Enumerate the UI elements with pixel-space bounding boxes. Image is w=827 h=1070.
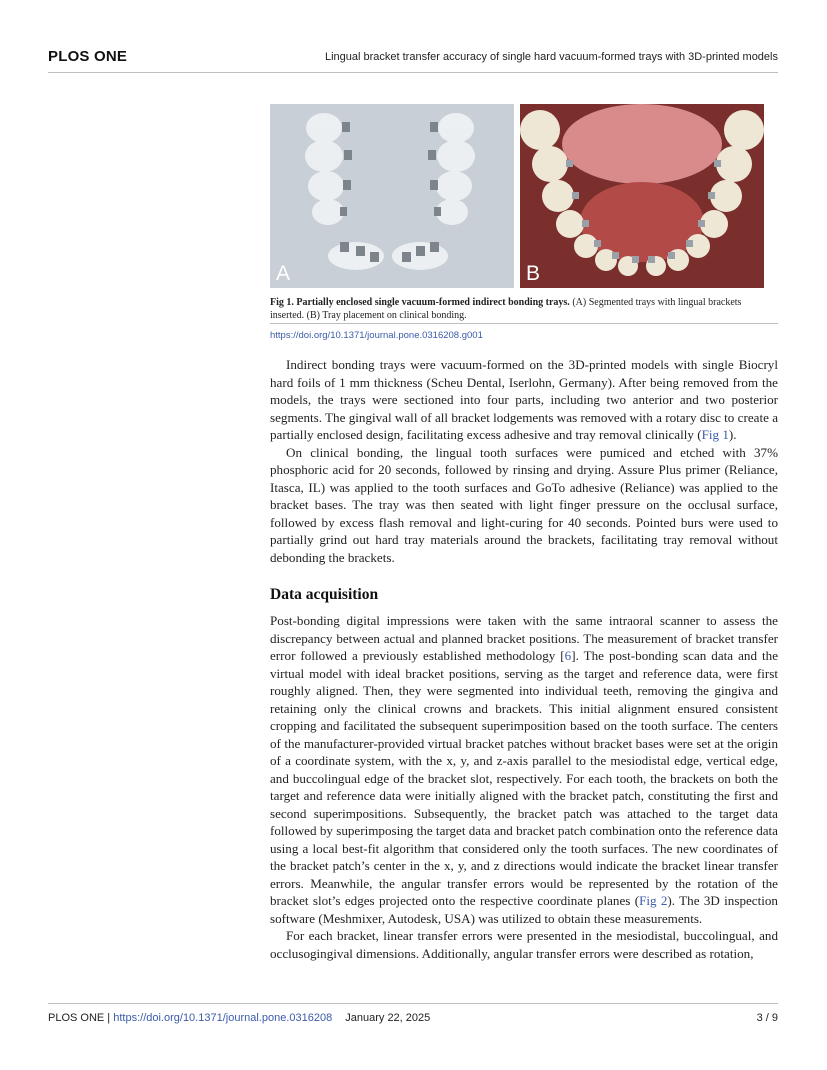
body-text-top — [270, 356, 778, 566]
figure-panel-b — [520, 104, 764, 288]
fig1-ref-link[interactable]: Fig 1 — [701, 427, 729, 442]
page-footer — [48, 1003, 778, 1024]
paragraph-text: Indirect bonding trays were vacuum-formed on the 3D-printed models with single Biocryl hard foils of 1 mm thickness (Scheu Dental, Iserlohn, Germany). After being removed from the models, the trays were sectioned into four parts, including two anterior and two posterior segments. The gingival wall of all bracket lodgements was removed with a rotary disc to create a partially enclosed design, facilitating excess adhesive and tray removal clinically ( — [270, 357, 778, 442]
page-header — [48, 48, 778, 73]
panel-b-label: B — [526, 262, 541, 285]
paragraph-transfer-errors: For each bracket, linear transfer errors were presented in the mesiodistal, buccolingual, and occlusogingival dimensions. Additionally, angular transfer errors were described as rotation, — [270, 928, 778, 961]
paragraph-text: Post-bonding digital impressions were taken with the same intraoral scanner to assess the discrepancy between actual and planned bracket positions. The measurement of bracket transfer error followed a previously established methodology [ — [270, 613, 778, 663]
footer-separator: | — [104, 1012, 114, 1024]
paragraph-data-acquisition — [270, 612, 778, 927]
paragraph-text: ]. The post-bonding scan data and the virtual model with ideal bracket positions, serving as the target and reference data, were first roughly aligned. Then, they were segmented into individual teeth, removing the gingiva and retaining only the clinical crowns and brackets. This initial alignment ensured consistent cropping and facilitated the subsequent superimposition based on the tooth surface. The centers of the manufacturer-provided virtual bracket patches without bracket bases were set at the origin of a coordinate system, with the x, y, and z-axis parallel to the mesiodistal edge, vertical edge, and buccolingual edge of the bracket slot, respectively. For each tooth, the brackets on both the target and reference data were initially aligned with the bracket patch, constituting the first and second superimpositions. Subsequently, the bracket patch was attached to the target data followed by superimposing the target data and bracket patch combination onto the reference data using a local best-fit algorithm that considered only the tooth surfaces. The new coordinates of the bracket patch’s center in the x, y, and z directions would indicate the bracket linear transfer errors. Meanwhile, the angular transfer errors would be represented by the rotation of the bracket slot’s edges projected onto the respective coordinate planes ( — [270, 648, 778, 908]
figure-doi-link[interactable]: https://doi.org/10.1371/journal.pone.0316208.g001 — [270, 323, 778, 341]
body-text-bottom — [270, 612, 778, 962]
journal-name: PLOS ONE — [48, 48, 128, 65]
footer-date: January 22, 2025 — [345, 1012, 431, 1024]
section-heading-data-acquisition: Data acquisition — [270, 586, 379, 603]
paragraph-clinical-bonding: On clinical bonding, the lingual tooth surfaces were pumiced and etched with 37% phosphoric acid for 20 seconds, followed by rinsing and drying. Assure Plus primer (Reliance, Itasca, IL) was applied to the tooth surfaces and GoTo adhesive (Reliance) was applied to the bracket bases. The tray was then seated with light finger pressure on the occlusal surface, followed by excess flash removal and light-curing for 40 seconds. Pointed burs were used to partially grind out hard tray materials around the brackets, facilitating tray removal without debonding the brackets. — [270, 444, 778, 565]
segmented-trays-image — [270, 104, 514, 288]
caption-body: (A) Segmented trays with lingual brackets inserted. (B) Tray placement on clinical bonding. — [270, 297, 742, 321]
panel-a-label: A — [276, 262, 291, 285]
page-number: 3 / 9 — [756, 1012, 778, 1024]
caption-title: Fig 1. Partially enclosed single vacuum-formed indirect bonding trays. — [270, 297, 570, 308]
figure-caption — [270, 296, 778, 322]
figure-1 — [270, 104, 764, 288]
footer-doi-link[interactable]: https://doi.org/10.1371/journal.pone.0316208 — [113, 1012, 333, 1024]
footer-journal: PLOS ONE — [48, 1012, 105, 1024]
clinical-bonding-image — [520, 104, 764, 288]
fig2-ref-link[interactable]: Fig 2 — [639, 893, 668, 908]
paragraph-text-end: ). — [728, 427, 737, 442]
ref-6-link[interactable]: 6 — [564, 648, 572, 663]
running-title: Lingual bracket transfer accuracy of single hard vacuum-formed trays with 3D-printed models — [324, 51, 778, 63]
paragraph-text: ). The 3D inspection software (Meshmixer, Autodesk, USA) was utilized to obtain these measurements. — [270, 893, 778, 926]
figure-panel-a — [270, 104, 514, 288]
paragraph-tray-fabrication — [270, 356, 778, 444]
